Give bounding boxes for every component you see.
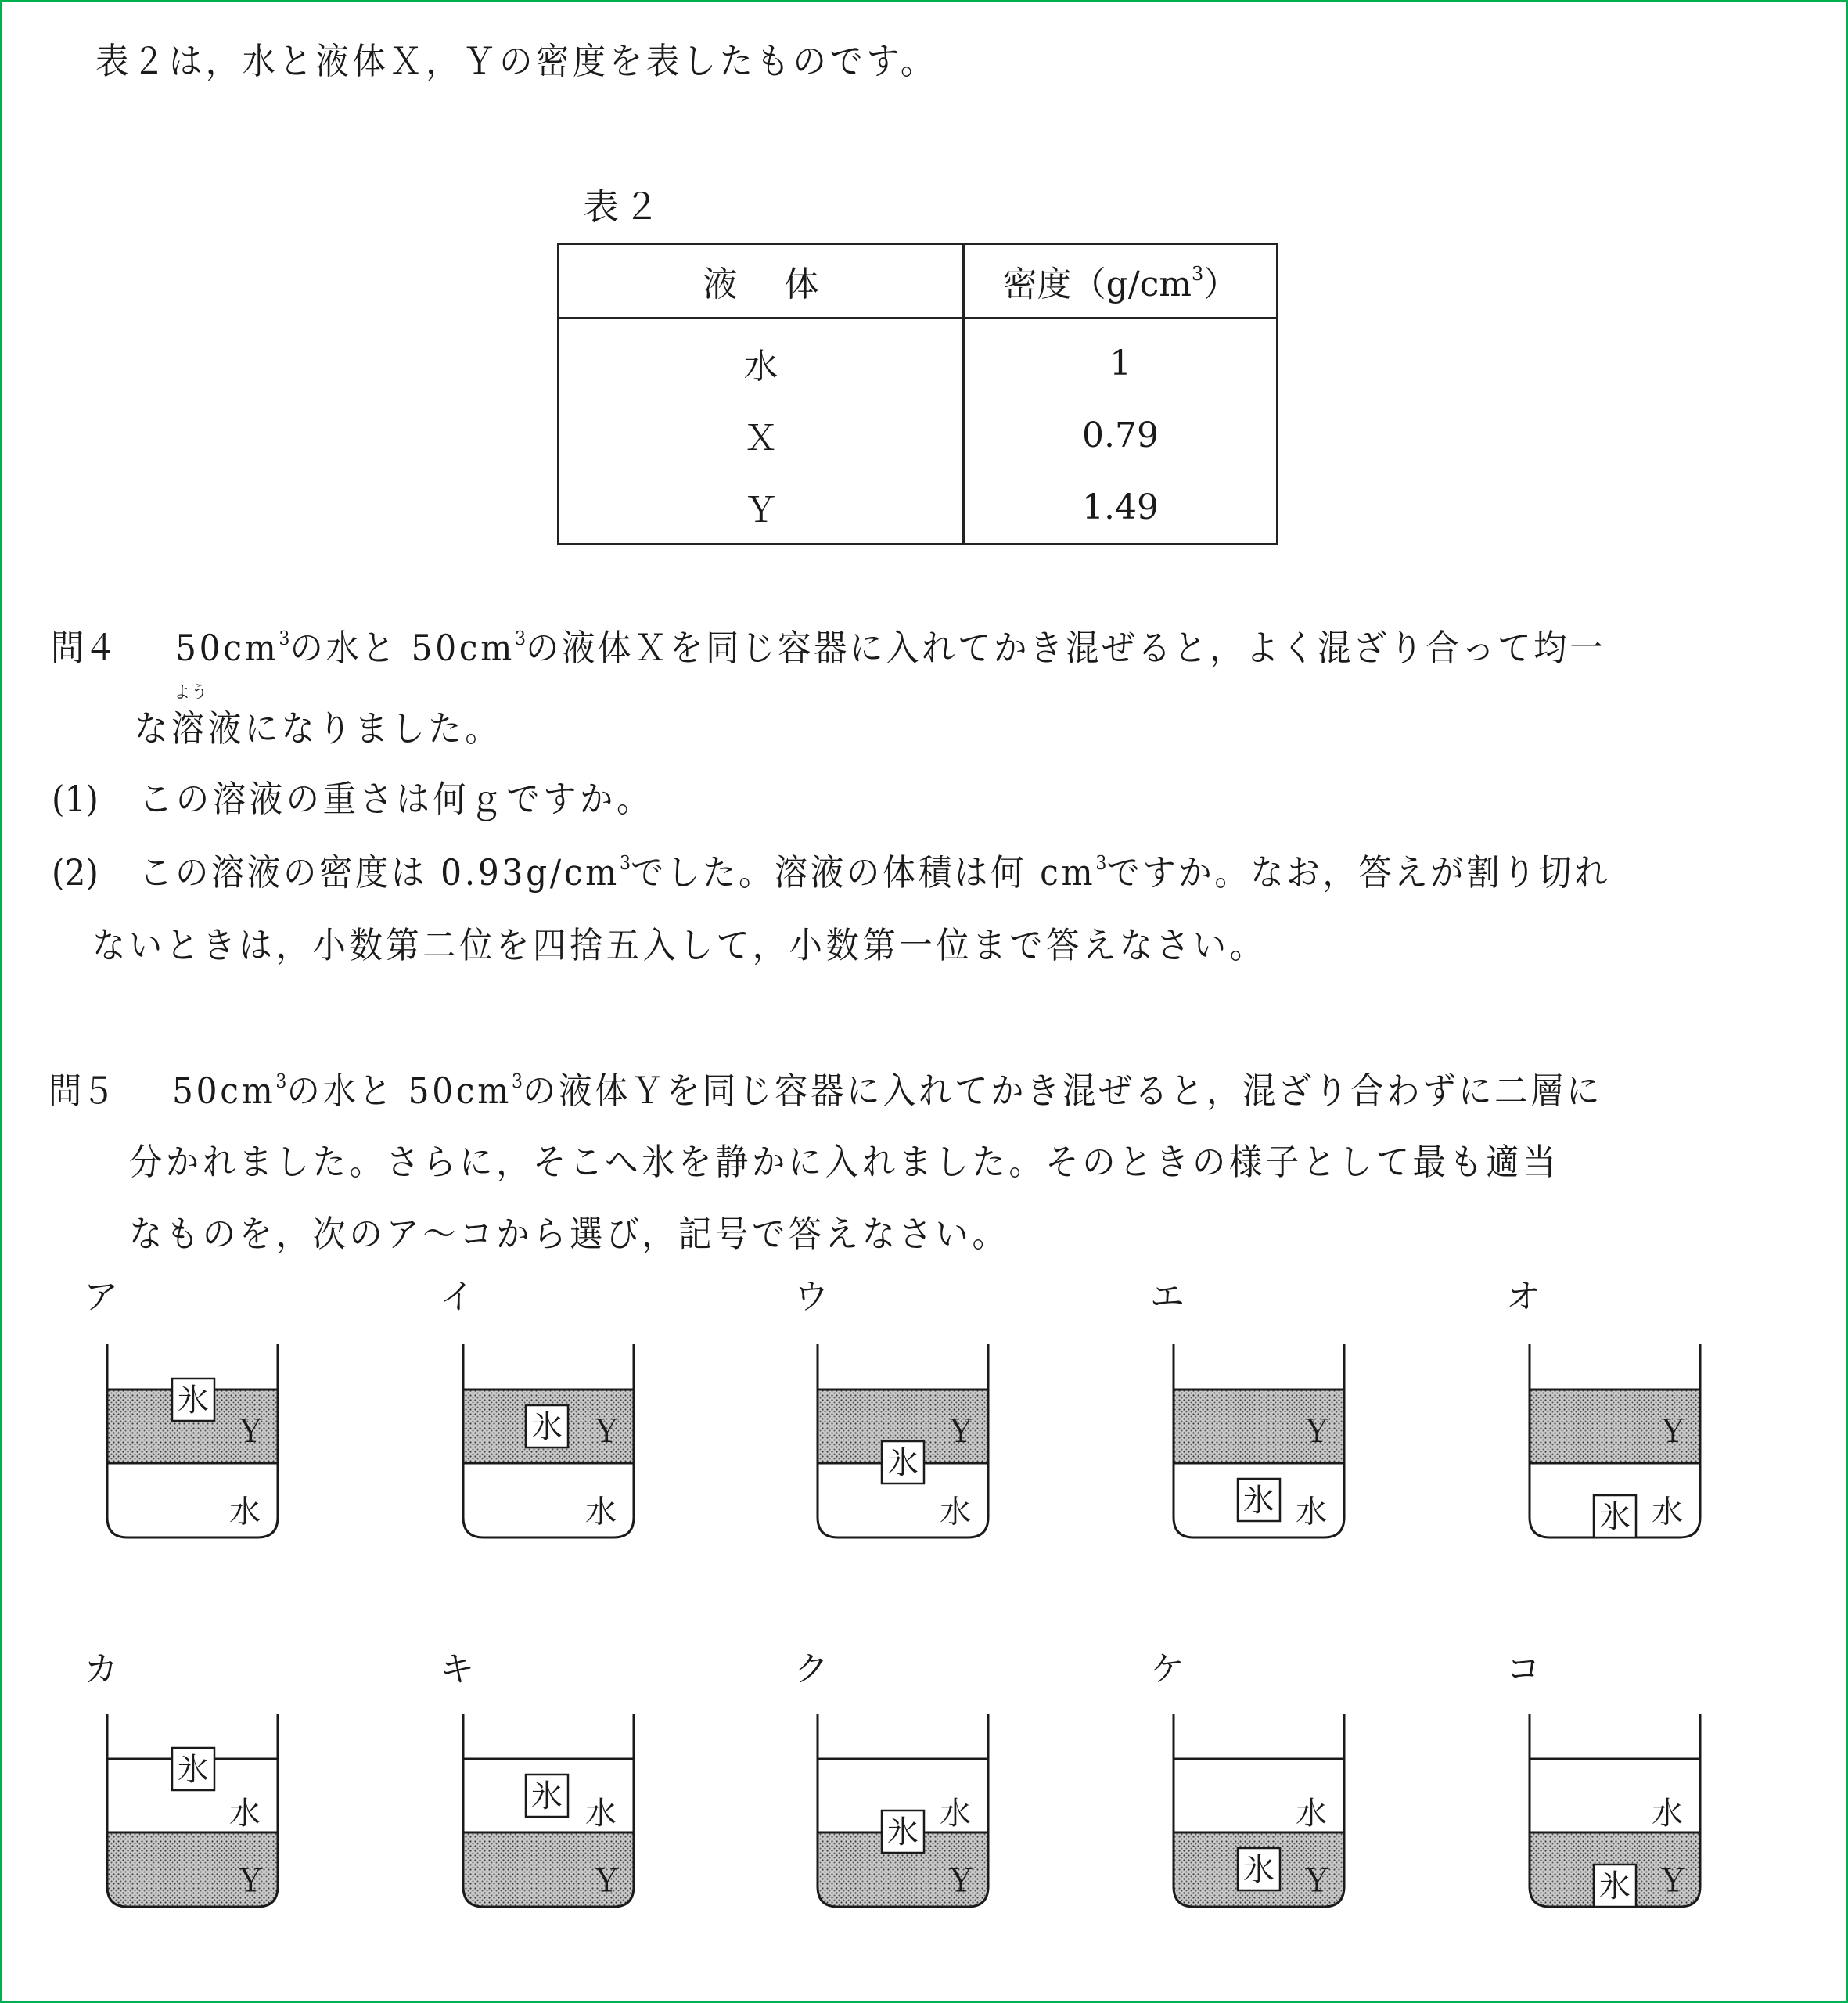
q4-line1-rest: の液体Ｘを同じ容器に入れてかき混ぜると，よく混ざり合って均一 [526, 627, 1606, 669]
layer-label-y: Ｙ [1657, 1414, 1688, 1450]
layer-label-water: 水 [1652, 1796, 1683, 1832]
cell-density: 1 [964, 318, 1278, 400]
q5-line1-rest: の液体Ｙを同じ容器に入れてかき混ぜると，混ざり合わずに二層に [523, 1070, 1603, 1112]
layer-label-y: Ｙ [945, 1863, 976, 1900]
q4-sub2-volume: でした。溶液の体積は何 cm [631, 851, 1096, 894]
q4-number: 問４ [51, 627, 117, 669]
cell-density: 0.79 [964, 399, 1278, 471]
cell-liquid: Ｙ [559, 471, 964, 545]
q4-line2-start: な [135, 707, 171, 750]
beaker-option [794, 1649, 988, 1907]
option-label: カ [84, 1649, 118, 1689]
option-label: ウ [794, 1277, 829, 1317]
option-label: ク [794, 1649, 829, 1689]
layer-label-y: Ｙ [1301, 1414, 1332, 1450]
cell-density: 1.49 [964, 471, 1278, 545]
ice-label: 氷 [178, 1752, 209, 1788]
q5-volume-1: 50cm [172, 1070, 276, 1112]
beaker-option [84, 1277, 278, 1537]
table-caption: 表２ [583, 185, 664, 228]
layer-label-y: Ｙ [235, 1414, 266, 1450]
q4-sub2-density: この溶液の密度は 0.93g/cm [139, 851, 620, 894]
beaker-option [84, 1649, 278, 1907]
q5-sup-2: 3 [512, 1070, 523, 1092]
header-density-close: ） [1203, 264, 1239, 304]
q4-sub2-sup-2: 3 [1095, 852, 1107, 874]
beaker-option [440, 1649, 634, 1907]
layer-label-water: 水 [1652, 1494, 1683, 1530]
beaker-option [1150, 1277, 1344, 1537]
q4-line2-rest: 液になりました。 [207, 707, 502, 750]
layer-label-water: 水 [940, 1796, 971, 1832]
beaker-option [440, 1277, 634, 1537]
cell-liquid: 水 [559, 318, 964, 400]
q4-volume-2: の水と 50cm [289, 627, 516, 669]
q5-volume-2: の水と 50cm [286, 1070, 512, 1112]
layer-label-water: 水 [585, 1494, 617, 1530]
layer-label-y: Ｙ [1301, 1863, 1332, 1900]
q5-number: 問５ [49, 1070, 115, 1112]
ruby-furigana: よう [174, 683, 209, 703]
ice-label: 氷 [887, 1814, 919, 1850]
q5-line3: なものを，次のア～コから選び，記号で答えなさい。 [129, 1213, 1009, 1255]
beaker-option [1150, 1649, 1344, 1907]
q4-sup-1: 3 [279, 628, 290, 649]
q5-line2: 分かれました。さらに，そこへ氷を静かに入れました。そのときの様子として最も適当 [129, 1141, 1560, 1183]
q4-sub1-number: (1) [52, 778, 99, 820]
layer-label-water: 水 [229, 1494, 261, 1530]
layer-label-water: 水 [940, 1494, 971, 1530]
header-density-label: 密度（g/cm [1002, 264, 1192, 304]
header-liquid: 液体 [559, 244, 964, 318]
header-density-sup: 3 [1192, 263, 1204, 285]
q4-sub2-line2: ないときは，小数第二位を四捨五入して，小数第一位まで答えなさい。 [92, 924, 1267, 966]
q4-sub2-rest: ですか。なお，答えが割り切れ [1106, 851, 1611, 894]
option-label: イ [440, 1277, 474, 1317]
intro-text: 表２は，水と液体Ｘ，Ｙの密度を表したものです。 [95, 40, 937, 82]
ice-label: 氷 [1243, 1852, 1275, 1888]
q4-sup-2: 3 [515, 628, 527, 649]
ice-label: 氷 [178, 1383, 209, 1419]
layer-label-y: Ｙ [591, 1863, 622, 1900]
option-label: ケ [1150, 1649, 1185, 1689]
option-label: エ [1150, 1277, 1185, 1317]
q5-sup-1: 3 [275, 1070, 287, 1092]
ruby-base: 溶 [171, 707, 208, 750]
ice-label: 氷 [887, 1445, 919, 1481]
option-label: オ [1506, 1277, 1541, 1317]
q4-sub1-text: この溶液の重さは何ｇですか。 [139, 778, 653, 820]
layer-label-water: 水 [229, 1796, 261, 1832]
q4-sub2-sup-1: 3 [619, 852, 631, 874]
layer-label-y: Ｙ [235, 1863, 266, 1900]
layer-label-water: 水 [1296, 1796, 1327, 1832]
ice-label: 氷 [531, 1778, 563, 1814]
layer-label-water: 水 [585, 1796, 617, 1832]
ice-label: 氷 [1599, 1868, 1630, 1904]
layer-label-y: Ｙ [591, 1414, 622, 1450]
q4-sub2-number: (2) [52, 851, 99, 894]
ice-label: 氷 [531, 1409, 563, 1445]
layer-label-y: Ｙ [945, 1414, 976, 1450]
layer-label-water: 水 [1296, 1494, 1327, 1530]
layer-label-y: Ｙ [1657, 1863, 1688, 1900]
cell-liquid: Ｘ [559, 399, 964, 471]
ice-label: 氷 [1243, 1483, 1275, 1519]
q4-volume-1: 50cm [175, 627, 279, 669]
option-label: キ [440, 1649, 474, 1689]
beaker-option [1506, 1649, 1700, 1907]
option-label: ア [84, 1277, 118, 1317]
option-label: コ [1506, 1649, 1541, 1689]
beaker-option [794, 1277, 988, 1537]
beaker-option [1506, 1277, 1700, 1537]
ice-label: 氷 [1599, 1499, 1630, 1535]
